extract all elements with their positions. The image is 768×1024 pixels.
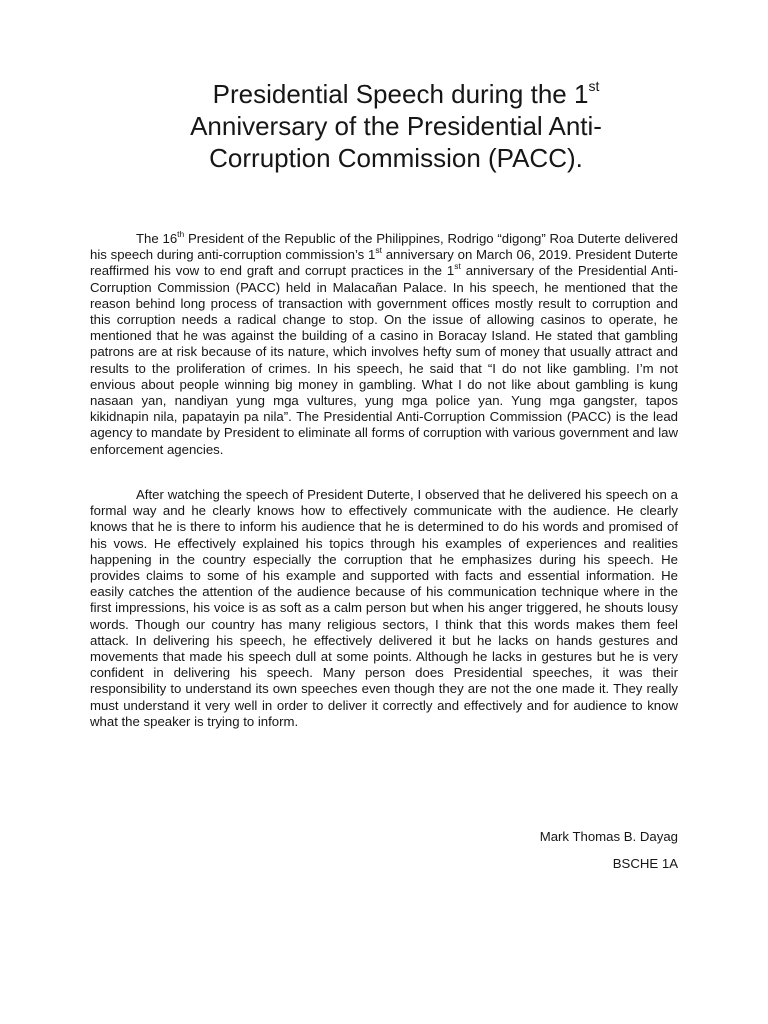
paragraph-1-part-4: anniversary of the Presidential Anti-Corruption Commission (PACC) held in Malacañan Palace. In his speech, he mentioned that the reason behind long process of transaction with government offices mostly result to corruption and this corruption needs a radical change to stop. On the issue of allowing casinos to operate, he mentioned that he was against the building of a casino in Boracay Island. He stated that gambling patrons are at risk because of its nature, which involves hefty sum of money that usually attract and results to the proliferation of crimes. In his speech, he said that “I do not like gambling. I’m not envious about people winning big money in gambling. What I do not like about gambling is kung nasaan yan, nandiyan yung mga vultures, yung mga police yan. Yung mga gangster, tapos kikidnapin nila, papatayin pa nila”. The Presidential Anti-Corruption Commission (PACC) is the lead agency to mandate by President to eliminate all forms of corruption with various government and law enforcement agencies. bbox=[90, 263, 679, 457]
paragraph-2-text: After watching the speech of President Duterte, I observed that he delivered his speech on a formal way and he clearly knows how to effectively communicate with the audience. He clearly knows that he is there to inform his audience that he is determined to do his words and promised of his vows. He effectively explained his topics through his examples of experiences and realities happening in the country especially the corruption that he emphasizes during his speech. He provides claims to some of his example and supported with facts and essential information. He easily catches the attention of the audience because of his communication technique where in the first impressions, his voice is as soft as a calm person but when his anger triggered, he shouts lousy words. Though our country has many religious sectors, I think that this words makes them feel attack. In delivering his speech, he effectively delivered it but he lacks on hands gestures and movements that made his speech dull at some points. Although he lacks in gestures but he is very confident in delivering his speech. Many person does Presidential speeches, it was their responsibility to understand its own speeches even though they are not the one made it. They really must understand it very well in order to deliver it correctly and effectively and for audience to know what the speaker is trying to inform. bbox=[90, 487, 678, 729]
title-line-3: Corruption Commission (PACC). bbox=[209, 143, 583, 173]
paragraph-1-part-2: President of the Republic of the Philippines, Rodrigo “digong” Roa Duterte delivered his speech during anti-corruption commission’s 1 bbox=[90, 231, 678, 263]
title-superscript: st bbox=[588, 78, 600, 94]
document-title bbox=[96, 78, 696, 174]
superscript-st: st bbox=[454, 261, 461, 272]
title-line-1-text: Presidential Speech during the 1 bbox=[212, 79, 589, 109]
superscript-st: st bbox=[375, 245, 382, 256]
paragraph-2 bbox=[90, 487, 678, 730]
author-name: Mark Thomas B. Dayag bbox=[539, 829, 678, 844]
paragraph-1-part-1: The 16 bbox=[136, 231, 178, 246]
paragraph-1 bbox=[90, 231, 678, 458]
title-line-2: Anniversary of the Presidential Anti- bbox=[190, 111, 602, 141]
superscript-th: th bbox=[177, 229, 185, 239]
title-line-1 bbox=[96, 78, 696, 110]
author-course: BSCHE 1A bbox=[612, 856, 678, 871]
paragraph-1-part-3: anniversary on March 06, 2019. President Duterte reaffirmed his vow to end graft and corrupt practices in the 1 bbox=[90, 247, 679, 279]
